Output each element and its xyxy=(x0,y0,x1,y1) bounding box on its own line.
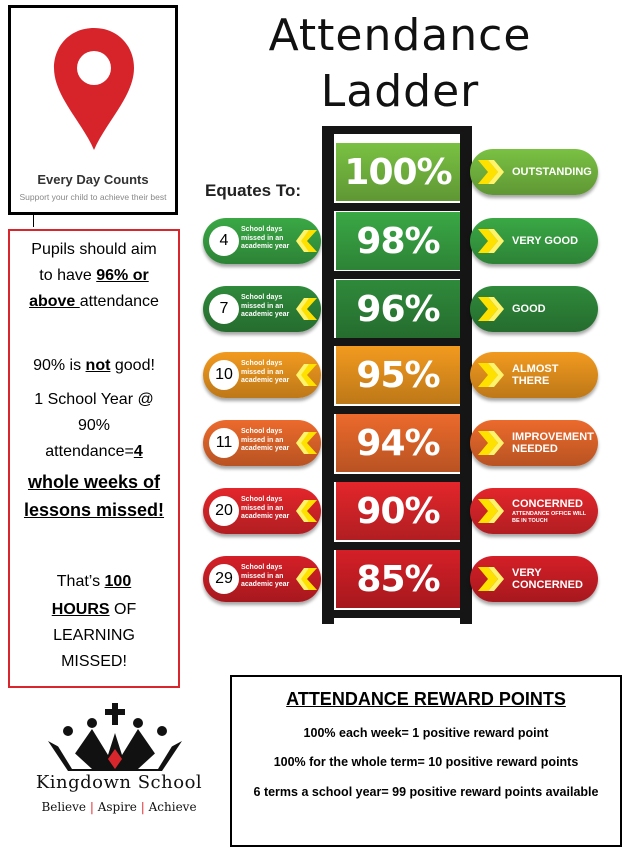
year-line-4: whole weeks of xyxy=(27,472,161,492)
double-chevron-left-icon xyxy=(295,362,319,388)
days-missed-text: School days missed in an academic year xyxy=(241,360,290,384)
attendance-info-box xyxy=(8,229,180,688)
rating-pill xyxy=(470,488,598,534)
reward-heading: ATTENDANCE REWARD POINTS xyxy=(286,689,566,709)
rating-label: IMPROVEMENT NEEDED xyxy=(512,431,594,455)
aim-line-2: to have 96% or xyxy=(39,267,149,284)
ladder-rung xyxy=(322,338,472,346)
title-line-1: Attendance xyxy=(268,10,532,61)
double-chevron-right-icon xyxy=(476,565,506,593)
days-missed-text: School days missed in an academic year xyxy=(241,428,290,452)
rating-pill xyxy=(470,286,598,332)
double-chevron-left-icon xyxy=(295,430,319,456)
hours-line-3: LEARNING xyxy=(53,627,135,644)
year-line-1: 1 School Year @ xyxy=(34,391,154,408)
reward-points-box xyxy=(230,675,622,847)
double-chevron-left-icon xyxy=(295,228,319,254)
rating-label: OUTSTANDING xyxy=(512,166,592,178)
reward-line-weekly: 100% each week= 1 positive reward point xyxy=(303,726,549,740)
double-chevron-right-icon xyxy=(476,429,506,457)
ladder-rung xyxy=(322,126,472,134)
days-missed-pill xyxy=(203,286,321,332)
days-missed-count: 7 xyxy=(209,294,239,324)
ladder-rung xyxy=(322,406,472,414)
ladder-rung xyxy=(322,474,472,482)
hours-line-1: That’s 100 xyxy=(56,573,132,590)
school-name: Kingdown School xyxy=(35,772,203,793)
motto-aspire: Aspire xyxy=(97,800,137,814)
rating-label: VERY GOOD xyxy=(512,235,579,247)
days-missed-text: School days missed in an academic year xyxy=(241,564,290,588)
rating-pill xyxy=(470,218,598,264)
divider-tick xyxy=(33,215,34,227)
ladder-percent-cell: 94% xyxy=(336,414,460,472)
rating-note: ATTENDANCE OFFICE WILL BE IN TOUCH xyxy=(512,510,587,524)
school-motto xyxy=(30,800,208,814)
rating-label: GOOD xyxy=(512,303,546,315)
rating-label-wrap xyxy=(512,420,594,466)
ladder-percent-cell: 95% xyxy=(336,346,460,404)
motto-separator: | xyxy=(140,800,145,814)
rating-pill xyxy=(470,420,598,466)
ladder-percent-cell: 96% xyxy=(336,280,460,338)
every-day-counts-box xyxy=(8,5,178,215)
rating-label-wrap xyxy=(512,556,594,602)
year-line-5: lessons missed! xyxy=(23,500,165,520)
ladder-rung xyxy=(322,610,472,618)
rating-label-wrap xyxy=(512,149,594,195)
rating-label-wrap xyxy=(512,218,594,264)
double-chevron-left-icon xyxy=(295,296,319,322)
equates-to-label: Equates To: xyxy=(205,181,302,200)
rating-pill xyxy=(470,556,598,602)
days-missed-text: School days missed in an academic year xyxy=(241,226,290,250)
reward-line-year: 6 terms a school year= 99 positive reward points available xyxy=(253,785,599,799)
aim-line-1: Pupils should aim xyxy=(31,241,157,258)
rating-label: ALMOST THERE xyxy=(512,363,559,387)
ladder-percent-cell: 90% xyxy=(336,482,460,540)
every-day-counts-subtitle: Support your child to achieve their best xyxy=(19,192,167,202)
rating-label-wrap xyxy=(512,286,594,332)
page-title xyxy=(240,8,560,120)
double-chevron-right-icon xyxy=(476,158,506,186)
rating-pill xyxy=(470,149,598,195)
ladder-percent-cell: 100% xyxy=(336,143,460,201)
days-missed-pill xyxy=(203,218,321,264)
days-missed-count: 4 xyxy=(209,226,239,256)
rating-label: CONCERNED xyxy=(512,497,583,510)
days-missed-count: 20 xyxy=(209,496,239,526)
reward-line-term: 100% for the whole term= 10 positive reward points xyxy=(273,755,579,769)
double-chevron-right-icon xyxy=(476,227,506,255)
ladder-rung xyxy=(322,271,472,279)
days-missed-pill xyxy=(203,556,321,602)
ladder-percent-cell: 85% xyxy=(336,550,460,608)
double-chevron-right-icon xyxy=(476,295,506,323)
rating-label-wrap xyxy=(512,488,594,534)
motto-believe: Believe xyxy=(41,800,87,814)
year-line-2: 90% xyxy=(77,417,111,434)
days-missed-pill xyxy=(203,488,321,534)
title-line-2: Ladder xyxy=(320,66,480,117)
double-chevron-left-icon xyxy=(295,566,319,592)
every-day-counts-title: Every Day Counts xyxy=(37,172,149,187)
double-chevron-right-icon xyxy=(476,361,506,389)
days-missed-pill xyxy=(203,352,321,398)
map-pin-icon xyxy=(52,26,136,152)
days-missed-pill xyxy=(203,420,321,466)
double-chevron-left-icon xyxy=(295,498,319,524)
motto-separator: | xyxy=(89,800,94,814)
hours-line-2: HOURS OF xyxy=(51,601,137,618)
days-missed-count: 11 xyxy=(209,428,239,458)
days-missed-count: 29 xyxy=(209,564,239,594)
days-missed-count: 10 xyxy=(209,360,239,390)
aim-line-3: above attendance xyxy=(29,293,159,310)
ladder-rung xyxy=(322,203,472,211)
crown-logo-icon xyxy=(46,703,184,777)
year-line-3: attendance=4 xyxy=(45,443,143,460)
days-missed-text: School days missed in an academic year xyxy=(241,294,290,318)
motto-achieve: Achieve xyxy=(148,800,197,814)
ladder-percent-cell: 98% xyxy=(336,212,460,270)
double-chevron-right-icon xyxy=(476,497,506,525)
days-missed-text: School days missed in an academic year xyxy=(241,496,290,520)
hours-line-4: MISSED! xyxy=(61,653,127,670)
not-good-line: 90% is not good! xyxy=(33,357,155,374)
rating-label: VERY CONCERNED xyxy=(512,567,583,591)
rating-label-wrap xyxy=(512,352,594,398)
rating-pill xyxy=(470,352,598,398)
ladder-rung xyxy=(322,542,472,550)
